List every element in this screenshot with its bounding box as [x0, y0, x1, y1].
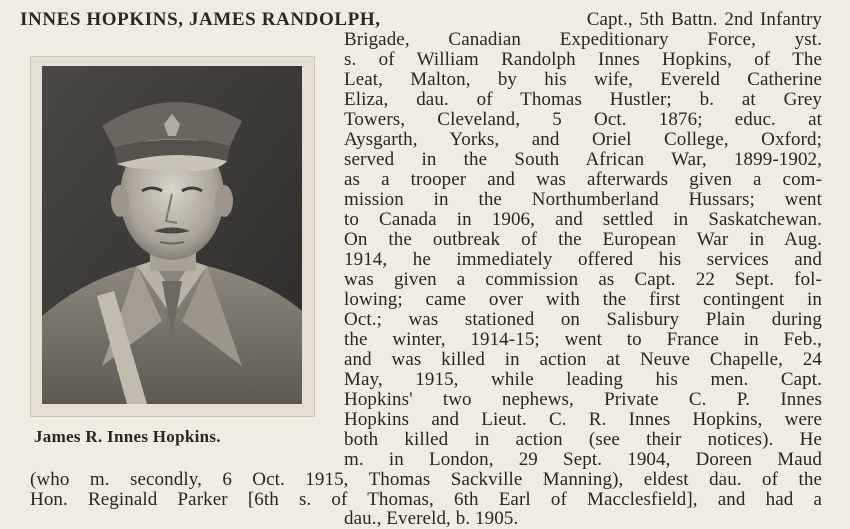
entry-line-26: dau., Evereld, b. 1905. — [344, 508, 519, 529]
entry-line-4: Leat, Malton, by his wife, Evereld Catherine — [344, 69, 822, 90]
entry-line-17: the winter, 1914-15; went to France in Feb., — [344, 329, 822, 350]
entry-line-25: Hon. Reginald Parker [6th s. of Thomas, 6th Earl of Macclesfield], and had a — [30, 489, 822, 510]
entry-first-line — [20, 10, 822, 30]
entry-line-2: Brigade, Canadian Expeditionary Force, yst. — [344, 29, 822, 50]
entry-heading: INNES HOPKINS, JAMES RANDOLPH, — [20, 9, 381, 30]
entry-line-10: mission in the Northumberland Hussars; went — [344, 189, 822, 210]
entry-line-23: m. in London, 29 Sept. 1904, Doreen Maud — [344, 449, 822, 470]
entry-line-7: Aysgarth, Yorks, and Oriel College, Oxford; — [344, 129, 822, 150]
entry-line-8: served in the South African War, 1899-1902, — [344, 149, 822, 170]
entry-line-16: Oct.; was stationed on Salisbury Plain during — [344, 309, 822, 330]
portrait-photo — [42, 66, 302, 404]
entry-line-15: lowing; came over with the first contingent in — [344, 289, 822, 310]
entry-line-5: Eliza, dau. of Thomas Hustler; b. at Grey — [344, 89, 822, 110]
entry-line-21: Hopkins and Lieut. C. R. Innes Hopkins, were — [344, 409, 822, 430]
entry-line-3: s. of William Randolph Innes Hopkins, of The — [344, 49, 822, 70]
entry-line-13: 1914, he immediately offered his services and — [344, 249, 822, 270]
entry-line-19: May, 1915, while leading his men. Capt. — [344, 369, 822, 390]
entry-line-12: On the outbreak of the European War in Aug. — [344, 229, 822, 250]
entry-line-24: (who m. secondly, 6 Oct. 1915, Thomas Sackville Manning), eldest dau. of the — [30, 469, 822, 490]
entry-line-11: to Canada in 1906, and settled in Saskatchewan. — [344, 209, 822, 230]
entry-line-20: Hopkins' two nephews, Private C. P. Innes — [344, 389, 822, 410]
entry-line-22: both killed in action (see their notices). He — [344, 429, 822, 450]
entry-line-9: as a trooper and was afterwards given a com- — [344, 169, 822, 190]
portrait-caption: James R. Innes Hopkins. — [34, 427, 221, 446]
entry-line-14: was given a commission as Capt. 22 Sept. fol- — [344, 269, 822, 290]
entry-line-18: and was killed in action at Neuve Chapelle, 24 — [344, 349, 822, 370]
entry-line-6: Towers, Cleveland, 5 Oct. 1876; educ. at — [344, 109, 822, 130]
entry-line-1: Capt., 5th Battn. 2nd Infantry — [586, 9, 822, 30]
